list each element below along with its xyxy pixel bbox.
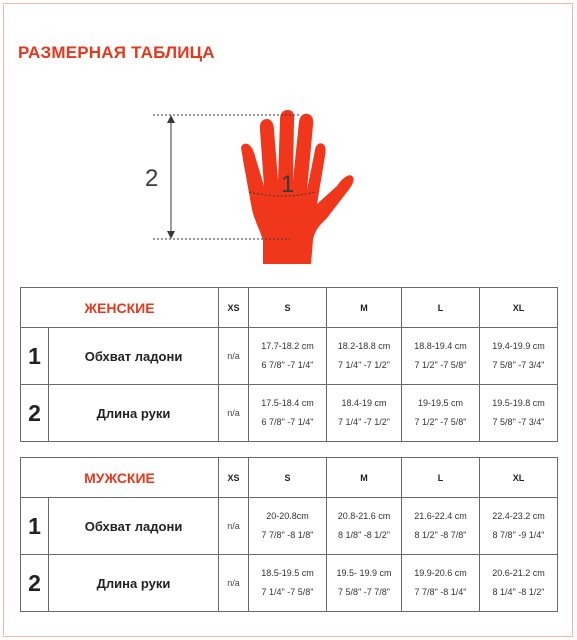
cell-xl	[480, 328, 558, 385]
value-inch: 7 1/4" -7 1/2"	[338, 417, 390, 427]
value-inch: 6 7/8" -7 1/4"	[261, 360, 314, 370]
women-table-title: ЖЕНСКИЕ	[21, 288, 219, 328]
page-title: РАЗМЕРНАЯ ТАБЛИЦА	[18, 43, 215, 62]
length-label: 2	[145, 165, 159, 192]
women-size-table	[20, 287, 558, 442]
value-inch: 7 1/4" -7 1/2"	[338, 360, 390, 370]
cell-xs: n/a	[219, 328, 249, 385]
cell-s	[249, 385, 327, 442]
value-cm: 18.2-18.8 cm	[337, 341, 391, 351]
value-cm: 19.5-19.8 cm	[492, 398, 545, 408]
value-inch: 8 1/8" -8 1/2"	[338, 530, 390, 540]
men-size-table	[20, 457, 558, 612]
value-cm: 17.7-18.2 cm	[261, 341, 314, 351]
value-cm: 20.8-21.6 cm	[337, 511, 391, 521]
value-inch: 7 1/2" -7 5/8"	[414, 417, 467, 427]
cell-m	[327, 555, 402, 612]
value-cm: 19-19.5 cm	[418, 398, 464, 408]
value-inch: 7 1/2" -7 5/8"	[414, 360, 467, 370]
cell-l	[402, 385, 480, 442]
cell-m	[327, 385, 402, 442]
value-cm: 18.4-19 cm	[341, 398, 387, 408]
row-parameter: Длина руки	[49, 385, 219, 442]
value-inch: 6 7/8" -7 1/4"	[261, 417, 314, 427]
cell-xl	[480, 498, 558, 555]
value-cm: 22.4-23.2 cm	[492, 511, 545, 521]
arrow-down-icon	[167, 231, 175, 239]
size-header-l: L	[402, 458, 480, 498]
row-number: 2	[21, 385, 49, 442]
cell-l	[402, 328, 480, 385]
value-inch: 8 1/4" -8 1/2"	[492, 587, 545, 597]
hand-icon	[241, 110, 353, 264]
size-header-m: M	[327, 458, 402, 498]
row-parameter: Обхват ладони	[49, 498, 219, 555]
table-row	[21, 498, 558, 555]
cell-xs: n/a	[219, 555, 249, 612]
size-header-l: L	[402, 288, 480, 328]
arrow-up-icon	[167, 115, 175, 123]
cell-s	[249, 498, 327, 555]
value-cm: 17.5-18.4 cm	[261, 398, 314, 408]
value-inch: 7 7/8" -8 1/8"	[261, 530, 314, 540]
size-header-s: S	[249, 288, 327, 328]
value-cm: 21.6-22.4 cm	[414, 511, 467, 521]
cell-l	[402, 555, 480, 612]
size-header-m: M	[327, 288, 402, 328]
cell-xl	[480, 555, 558, 612]
men-table-title: МУЖСКИЕ	[21, 458, 219, 498]
size-header-s: S	[249, 458, 327, 498]
value-inch: 7 1/4" -7 5/8"	[261, 587, 314, 597]
size-header-xs: XS	[219, 458, 249, 498]
value-cm: 20.6-21.2 cm	[492, 568, 545, 578]
row-parameter: Длина руки	[49, 555, 219, 612]
hand-measurement-diagram	[135, 100, 365, 270]
value-cm: 19.4-19.9 cm	[492, 341, 545, 351]
row-number: 1	[21, 328, 49, 385]
table-row	[21, 555, 558, 612]
size-header-xs: XS	[219, 288, 249, 328]
cell-s	[249, 328, 327, 385]
table-row	[21, 385, 558, 442]
cell-l	[402, 498, 480, 555]
row-number: 2	[21, 555, 49, 612]
value-cm: 18.5-19.5 cm	[261, 568, 314, 578]
value-inch: 8 7/8" -9 1/4"	[492, 530, 545, 540]
row-number: 1	[21, 498, 49, 555]
girth-label: 1	[281, 171, 295, 198]
cell-s	[249, 555, 327, 612]
value-cm: 19.9-20.6 cm	[414, 568, 467, 578]
value-inch: 7 5/8" -7 3/4"	[492, 360, 545, 370]
size-header-xl: XL	[480, 288, 558, 328]
row-parameter: Обхват ладони	[49, 328, 219, 385]
cell-m	[327, 498, 402, 555]
value-inch: 7 5/8" -7 7/8"	[338, 587, 390, 597]
value-cm: 18.8-19.4 cm	[414, 341, 467, 351]
table-row	[21, 328, 558, 385]
cell-m	[327, 328, 402, 385]
value-cm: 19.5- 19.9 cm	[336, 568, 392, 578]
value-cm: 20-20.8cm	[266, 511, 309, 521]
value-inch: 8 1/2" -8 7/8"	[414, 530, 467, 540]
size-header-xl: XL	[480, 458, 558, 498]
cell-xs: n/a	[219, 498, 249, 555]
cell-xl	[480, 385, 558, 442]
cell-xs: n/a	[219, 385, 249, 442]
value-inch: 7 5/8" -7 3/4"	[492, 417, 545, 427]
value-inch: 7 7/8" -8 1/4"	[414, 587, 467, 597]
